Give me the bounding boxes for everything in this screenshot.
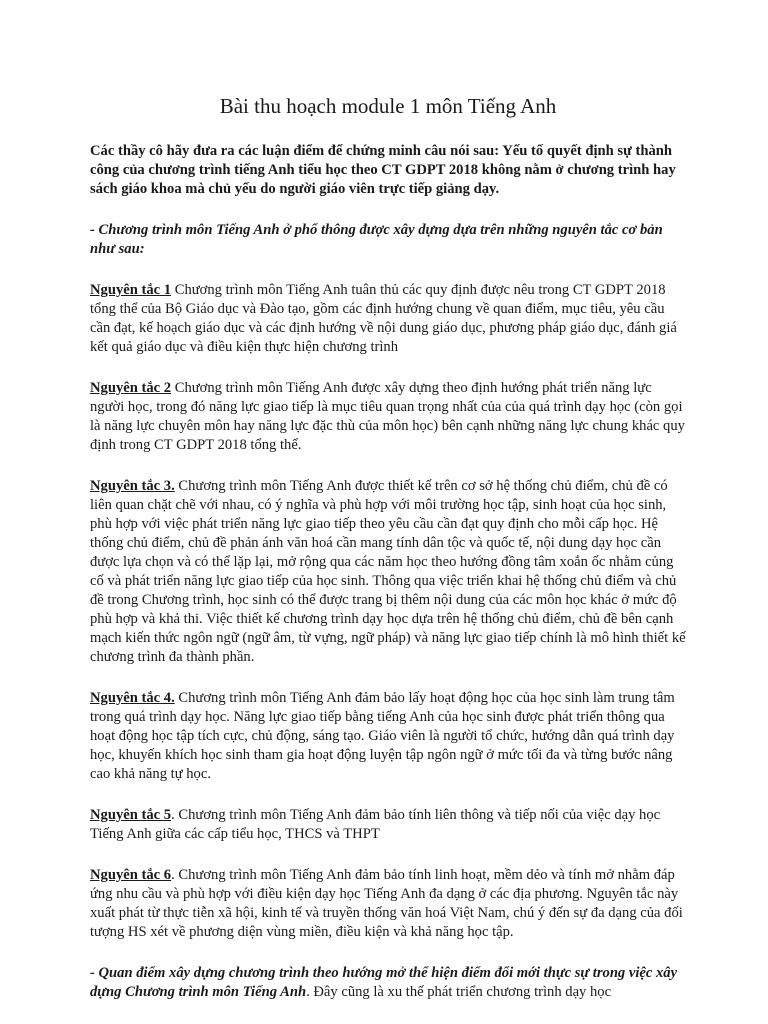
principle-paragraph-2 [90, 379, 686, 455]
principle-label: Nguyên tắc 2 [90, 380, 172, 396]
closing-lead: - Quan điểm xây dựng chương trình theo hướng mở thể hiện điểm đổi mới thực sự trong việc xây dựng Chương trình môn Tiếng Anh [90, 965, 678, 1000]
principle-text: Chương trình môn Tiếng Anh được thiết kế trên cơ sở hệ thống chủ điểm, chủ đề có liên quan chặt chẽ với nhau, có ý nghĩa và phù hợp với môi trường học tập, sinh hoạt của học sinh, phù hợp với việc phát triển năng lực giao tiếp theo yêu cầu cần đạt quy định cho mỗi cấp học. Hệ thống chủ điểm, chủ đề phản ánh văn hoá cần mang tính dân tộc và quốc tế, nội dung dạy học cần được lựa chọn và có thể lặp lại, mở rộng qua các năm học theo hướng đồng tâm xoắn ốc nhằm củng cố và phát triển năng lực giao tiếp của học sinh. Thông qua việc triển khai hệ thống chủ điểm và chủ đề trong Chương trình, học sinh có thể được trang bị thêm nội dung của các môn học khác ở mức độ phù hợp và khả thi. Việc thiết kế chương trình dạy học dựa trên hệ thống chủ điểm, chủ đề bên cạnh mạch kiến thức ngôn ngữ (ngữ âm, từ vựng, ngữ pháp) và năng lực giao tiếp chính là mô hình thiết kế chương trình đa thành phần. [90, 478, 686, 665]
principle-paragraph-1 [90, 281, 686, 357]
principle-paragraph-3 [90, 477, 686, 667]
assignment-question: Các thầy cô hãy đưa ra các luận điểm để chứng minh câu nói sau: Yếu tố quyết định sự thành công của chương trình tiếng Anh tiểu học theo CT GDPT 2018 không nằm ở chương trình hay sách giáo khoa mà chủ yếu do người giáo viên trực tiếp giảng dạy. [90, 143, 676, 197]
principle-text: . Chương trình môn Tiếng Anh đảm bảo tính liên thông và tiếp nối của việc dạy học Tiếng Anh giữa các cấp tiểu học, THCS và THPT [90, 807, 661, 842]
principle-label: Nguyên tắc 5 [90, 807, 172, 823]
principle-label: Nguyên tắc 1 [90, 282, 172, 298]
closing-paragraph [90, 964, 686, 1002]
principle-label: Nguyên tắc 6 [90, 867, 172, 883]
principle-label: Nguyên tắc 4. [90, 690, 175, 706]
principle-text: Chương trình môn Tiếng Anh đảm bảo lấy hoạt động học của học sinh làm trung tâm trong quá trình dạy học. Năng lực giao tiếp bằng tiếng Anh của học sinh được phát triển thông qua hoạt động học tập tích cực, chủ động, sáng tạo. Giáo viên là người tổ chức, hướng dẫn quá trình dạy học, khuyến khích học sinh tham gia hoạt động luyện tập ngôn ngữ ở mức tối đa và từng bước nâng cao khả năng tự học. [90, 690, 675, 782]
principles-intro: - Chương trình môn Tiếng Anh ở phổ thông được xây dựng dựa trên những nguyên tắc cơ bản như sau: [90, 222, 663, 257]
principle-text: . Chương trình môn Tiếng Anh đảm bảo tính linh hoạt, mềm dẻo và tính mở nhằm đáp ứng nhu cầu và phù hợp với điều kiện dạy học Tiếng Anh đa dạng ở các địa phương. Nguyên tắc này xuất phát từ thực tiễn xã hội, kinh tế và truyền thống văn hoá Việt Nam, chú ý đến sự đa dạng của đối tượng HS xét về phương diện vùng miền, điều kiện và khả năng học tập. [90, 867, 683, 940]
principle-text: Chương trình môn Tiếng Anh tuân thủ các quy định được nêu trong CT GDPT 2018 tổng thể của Bộ Giáo dục và Đào tạo, gồm các định hướng chung về quan điểm, mục tiêu, yêu cầu cần đạt, kế hoạch giáo dục và các định hướng về nội dung giáo dục, phương pháp giáo dục, đánh giá kết quả giáo dục và điều kiện thực hiện chương trình [90, 282, 677, 355]
principle-paragraph-4 [90, 689, 686, 784]
principle-label: Nguyên tắc 3. [90, 478, 175, 494]
principle-paragraph-6 [90, 866, 686, 942]
principle-text: Chương trình môn Tiếng Anh được xây dựng theo định hướng phát triển năng lực người học, trong đó năng lực giao tiếp là mục tiêu quan trọng nhất của của quá trình dạy học (còn gọi là năng lực chuyên môn hay năng lực đặc thù của môn học) bên cạnh những năng lực chung khác quy định trong CT GDPT 2018 tổng thể. [90, 380, 685, 453]
principle-paragraph-5 [90, 806, 686, 844]
closing-text: . Đây cũng là xu thế phát triển chương trình dạy học [306, 984, 612, 1000]
document-title: Bài thu hoạch module 1 môn Tiếng Anh [219, 94, 557, 118]
document-page [90, 92, 686, 1002]
